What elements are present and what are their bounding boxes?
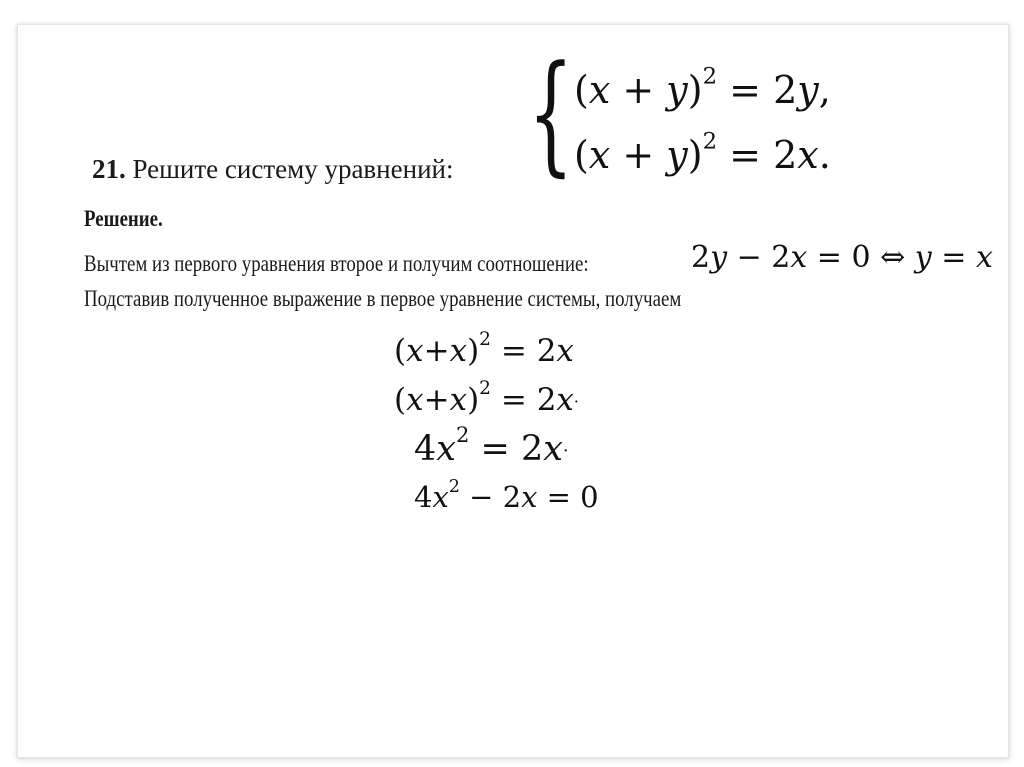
problem-statement — [92, 154, 453, 185]
system-equation-1: $(x + y)^2 = 2y$, — [574, 63, 831, 112]
solution-text-line-2: Подставив полученное выражение в первое уравнение системы, получаем — [84, 286, 682, 311]
system-brace: { — [528, 37, 574, 189]
solution-text-line-1: Вычтем из первого уравнения второе и получим соотношение: — [84, 251, 589, 276]
problem-number: 21. — [92, 154, 126, 184]
solution-step-2: $(x+x)^2 = 2x\cdot$ — [394, 378, 579, 418]
relation-equation: 2y − 2x = 0 ⇔ y = x — [691, 240, 993, 275]
solution-step-3: $4x^2 = 2x\cdot$ — [414, 423, 569, 469]
solution-step-4: $4x^2 - 2x = 0$ — [414, 477, 599, 514]
solution-heading: Решение. — [84, 206, 163, 231]
system-equation-2: $(x + y)^2 = 2x$. — [574, 128, 831, 177]
solution-step-1: $(x+x)^2 = 2x$ — [394, 329, 574, 369]
problem-text: Решите систему уравнений: — [132, 154, 454, 184]
